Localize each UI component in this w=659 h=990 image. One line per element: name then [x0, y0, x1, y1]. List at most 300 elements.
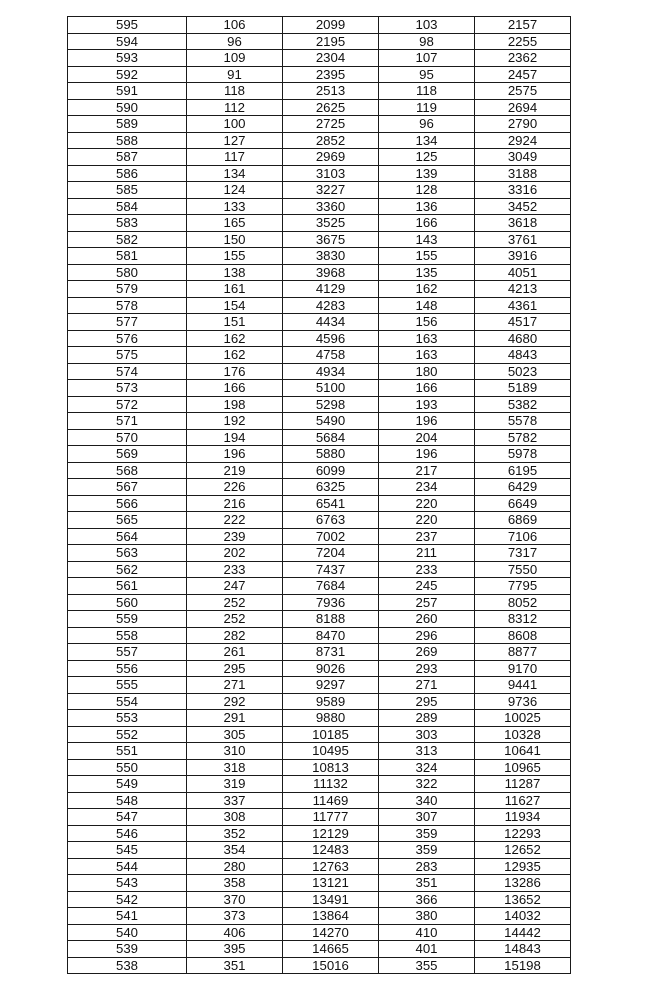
count-b-cell: 366 — [379, 891, 475, 908]
table-row — [68, 528, 571, 545]
cumulative-a-cell: 9026 — [283, 660, 379, 677]
count-a-cell: 155 — [187, 248, 283, 265]
table-row — [68, 545, 571, 562]
count-b-cell: 307 — [379, 809, 475, 826]
count-b-cell: 303 — [379, 726, 475, 743]
count-b-cell: 135 — [379, 264, 475, 281]
table-row — [68, 677, 571, 694]
cumulative-b-cell: 11287 — [475, 776, 571, 793]
table-row — [68, 858, 571, 875]
cumulative-a-cell: 10813 — [283, 759, 379, 776]
cumulative-a-cell: 5880 — [283, 446, 379, 463]
count-b-cell: 166 — [379, 215, 475, 232]
cumulative-a-cell: 5298 — [283, 396, 379, 413]
table-row — [68, 891, 571, 908]
cumulative-a-cell: 10495 — [283, 743, 379, 760]
cumulative-b-cell: 4051 — [475, 264, 571, 281]
table-row — [68, 941, 571, 958]
cumulative-b-cell: 4517 — [475, 314, 571, 331]
cumulative-a-cell: 4283 — [283, 297, 379, 314]
count-b-cell: 313 — [379, 743, 475, 760]
score-cell: 551 — [68, 743, 187, 760]
count-a-cell: 96 — [187, 33, 283, 50]
score-cell: 543 — [68, 875, 187, 892]
count-b-cell: 155 — [379, 248, 475, 265]
count-a-cell: 271 — [187, 677, 283, 694]
count-b-cell: 107 — [379, 50, 475, 67]
count-b-cell: 293 — [379, 660, 475, 677]
count-a-cell: 247 — [187, 578, 283, 595]
cumulative-b-cell: 5189 — [475, 380, 571, 397]
count-a-cell: 318 — [187, 759, 283, 776]
score-cell: 573 — [68, 380, 187, 397]
score-cell: 584 — [68, 198, 187, 215]
count-b-cell: 196 — [379, 413, 475, 430]
count-b-cell: 296 — [379, 627, 475, 644]
count-a-cell: 150 — [187, 231, 283, 248]
count-b-cell: 245 — [379, 578, 475, 595]
cumulative-a-cell: 5684 — [283, 429, 379, 446]
cumulative-b-cell: 9170 — [475, 660, 571, 677]
count-a-cell: 154 — [187, 297, 283, 314]
score-cell: 581 — [68, 248, 187, 265]
table-row — [68, 462, 571, 479]
table-row — [68, 710, 571, 727]
count-a-cell: 151 — [187, 314, 283, 331]
count-a-cell: 226 — [187, 479, 283, 496]
cumulative-b-cell: 15198 — [475, 957, 571, 974]
count-a-cell: 354 — [187, 842, 283, 859]
count-b-cell: 119 — [379, 99, 475, 116]
count-b-cell: 136 — [379, 198, 475, 215]
cumulative-b-cell: 3618 — [475, 215, 571, 232]
cumulative-b-cell: 5023 — [475, 363, 571, 380]
count-a-cell: 280 — [187, 858, 283, 875]
score-cell: 558 — [68, 627, 187, 644]
count-a-cell: 112 — [187, 99, 283, 116]
cumulative-a-cell: 3360 — [283, 198, 379, 215]
cumulative-a-cell: 4434 — [283, 314, 379, 331]
score-cell: 583 — [68, 215, 187, 232]
count-a-cell: 351 — [187, 957, 283, 974]
count-a-cell: 295 — [187, 660, 283, 677]
cumulative-a-cell: 15016 — [283, 957, 379, 974]
count-b-cell: 269 — [379, 644, 475, 661]
count-b-cell: 257 — [379, 594, 475, 611]
count-b-cell: 148 — [379, 297, 475, 314]
count-b-cell: 180 — [379, 363, 475, 380]
count-b-cell: 163 — [379, 347, 475, 364]
score-cell: 555 — [68, 677, 187, 694]
cumulative-a-cell: 2725 — [283, 116, 379, 133]
cumulative-b-cell: 2924 — [475, 132, 571, 149]
table-row — [68, 644, 571, 661]
count-b-cell: 98 — [379, 33, 475, 50]
cumulative-b-cell: 4680 — [475, 330, 571, 347]
count-b-cell: 260 — [379, 611, 475, 628]
cumulative-b-cell: 8608 — [475, 627, 571, 644]
table-row — [68, 149, 571, 166]
cumulative-a-cell: 11469 — [283, 792, 379, 809]
cumulative-a-cell: 6099 — [283, 462, 379, 479]
score-cell: 591 — [68, 83, 187, 100]
table-row — [68, 182, 571, 199]
table-row — [68, 330, 571, 347]
count-b-cell: 271 — [379, 677, 475, 694]
count-a-cell: 216 — [187, 495, 283, 512]
table-row — [68, 198, 571, 215]
count-b-cell: 233 — [379, 561, 475, 578]
cumulative-b-cell: 5382 — [475, 396, 571, 413]
cumulative-a-cell: 6763 — [283, 512, 379, 529]
table-row — [68, 809, 571, 826]
count-a-cell: 252 — [187, 594, 283, 611]
table-row — [68, 297, 571, 314]
score-cell: 562 — [68, 561, 187, 578]
count-a-cell: 134 — [187, 165, 283, 182]
count-a-cell: 319 — [187, 776, 283, 793]
score-cell: 582 — [68, 231, 187, 248]
cumulative-b-cell: 13652 — [475, 891, 571, 908]
count-a-cell: 395 — [187, 941, 283, 958]
cumulative-a-cell: 9589 — [283, 693, 379, 710]
count-a-cell: 373 — [187, 908, 283, 925]
score-cell: 553 — [68, 710, 187, 727]
cumulative-a-cell: 12483 — [283, 842, 379, 859]
table-row — [68, 594, 571, 611]
cumulative-a-cell: 2304 — [283, 50, 379, 67]
cumulative-b-cell: 7550 — [475, 561, 571, 578]
cumulative-b-cell: 10641 — [475, 743, 571, 760]
score-cell: 588 — [68, 132, 187, 149]
cumulative-b-cell: 10328 — [475, 726, 571, 743]
count-b-cell: 220 — [379, 495, 475, 512]
table-row — [68, 413, 571, 430]
count-a-cell: 106 — [187, 17, 283, 34]
score-cell: 560 — [68, 594, 187, 611]
cumulative-b-cell: 10965 — [475, 759, 571, 776]
cumulative-a-cell: 3830 — [283, 248, 379, 265]
cumulative-b-cell: 2362 — [475, 50, 571, 67]
count-a-cell: 310 — [187, 743, 283, 760]
score-cell: 546 — [68, 825, 187, 842]
score-cell: 589 — [68, 116, 187, 133]
count-a-cell: 352 — [187, 825, 283, 842]
count-a-cell: 118 — [187, 83, 283, 100]
table-row — [68, 561, 571, 578]
score-cell: 578 — [68, 297, 187, 314]
count-b-cell: 193 — [379, 396, 475, 413]
score-cell: 579 — [68, 281, 187, 298]
cumulative-a-cell: 5100 — [283, 380, 379, 397]
count-b-cell: 324 — [379, 759, 475, 776]
count-b-cell: 156 — [379, 314, 475, 331]
table-row — [68, 165, 571, 182]
count-b-cell: 359 — [379, 842, 475, 859]
count-a-cell: 133 — [187, 198, 283, 215]
count-b-cell: 295 — [379, 693, 475, 710]
cumulative-b-cell: 3188 — [475, 165, 571, 182]
count-b-cell: 162 — [379, 281, 475, 298]
cumulative-a-cell: 3525 — [283, 215, 379, 232]
cumulative-a-cell: 8188 — [283, 611, 379, 628]
count-a-cell: 192 — [187, 413, 283, 430]
table-row — [68, 264, 571, 281]
cumulative-b-cell: 3049 — [475, 149, 571, 166]
cumulative-b-cell: 14843 — [475, 941, 571, 958]
count-b-cell: 217 — [379, 462, 475, 479]
count-a-cell: 127 — [187, 132, 283, 149]
cumulative-b-cell: 13286 — [475, 875, 571, 892]
cumulative-b-cell: 11627 — [475, 792, 571, 809]
cumulative-a-cell: 8470 — [283, 627, 379, 644]
cumulative-a-cell: 11132 — [283, 776, 379, 793]
count-a-cell: 370 — [187, 891, 283, 908]
score-cell: 587 — [68, 149, 187, 166]
cumulative-a-cell: 6541 — [283, 495, 379, 512]
count-b-cell: 128 — [379, 182, 475, 199]
count-b-cell: 103 — [379, 17, 475, 34]
table-row — [68, 512, 571, 529]
count-b-cell: 237 — [379, 528, 475, 545]
count-a-cell: 406 — [187, 924, 283, 941]
count-b-cell: 234 — [379, 479, 475, 496]
count-a-cell: 305 — [187, 726, 283, 743]
cumulative-b-cell: 8877 — [475, 644, 571, 661]
score-cell: 575 — [68, 347, 187, 364]
score-cell: 574 — [68, 363, 187, 380]
cumulative-a-cell: 3968 — [283, 264, 379, 281]
cumulative-b-cell: 9736 — [475, 693, 571, 710]
count-a-cell: 176 — [187, 363, 283, 380]
table-row — [68, 66, 571, 83]
cumulative-a-cell: 7684 — [283, 578, 379, 595]
table-row — [68, 50, 571, 67]
count-a-cell: 291 — [187, 710, 283, 727]
count-b-cell: 96 — [379, 116, 475, 133]
count-a-cell: 166 — [187, 380, 283, 397]
score-cell: 571 — [68, 413, 187, 430]
count-b-cell: 289 — [379, 710, 475, 727]
count-b-cell: 196 — [379, 446, 475, 463]
cumulative-a-cell: 10185 — [283, 726, 379, 743]
count-b-cell: 355 — [379, 957, 475, 974]
score-cell: 569 — [68, 446, 187, 463]
score-cell: 545 — [68, 842, 187, 859]
score-cell: 580 — [68, 264, 187, 281]
cumulative-a-cell: 2395 — [283, 66, 379, 83]
score-cell: 594 — [68, 33, 187, 50]
cumulative-a-cell: 2099 — [283, 17, 379, 34]
cumulative-a-cell: 14665 — [283, 941, 379, 958]
table-row — [68, 314, 571, 331]
score-cell: 548 — [68, 792, 187, 809]
count-a-cell: 138 — [187, 264, 283, 281]
count-a-cell: 222 — [187, 512, 283, 529]
cumulative-b-cell: 8052 — [475, 594, 571, 611]
score-cell: 541 — [68, 908, 187, 925]
table-row — [68, 380, 571, 397]
cumulative-a-cell: 7002 — [283, 528, 379, 545]
table-row — [68, 875, 571, 892]
table-row — [68, 83, 571, 100]
cumulative-a-cell: 4758 — [283, 347, 379, 364]
count-a-cell: 261 — [187, 644, 283, 661]
table-row — [68, 132, 571, 149]
cumulative-b-cell: 4843 — [475, 347, 571, 364]
count-a-cell: 196 — [187, 446, 283, 463]
score-cell: 549 — [68, 776, 187, 793]
cumulative-b-cell: 3316 — [475, 182, 571, 199]
cumulative-a-cell: 9297 — [283, 677, 379, 694]
cumulative-a-cell: 2625 — [283, 99, 379, 116]
score-cell: 547 — [68, 809, 187, 826]
count-b-cell: 139 — [379, 165, 475, 182]
score-cell: 593 — [68, 50, 187, 67]
count-b-cell: 204 — [379, 429, 475, 446]
score-cell: 540 — [68, 924, 187, 941]
cumulative-b-cell: 9441 — [475, 677, 571, 694]
table-row — [68, 99, 571, 116]
score-cell: 559 — [68, 611, 187, 628]
score-cell: 561 — [68, 578, 187, 595]
table-row — [68, 347, 571, 364]
count-a-cell: 91 — [187, 66, 283, 83]
cumulative-b-cell: 6649 — [475, 495, 571, 512]
cumulative-b-cell: 4213 — [475, 281, 571, 298]
cumulative-a-cell: 4129 — [283, 281, 379, 298]
count-b-cell: 134 — [379, 132, 475, 149]
cumulative-b-cell: 6195 — [475, 462, 571, 479]
cumulative-a-cell: 5490 — [283, 413, 379, 430]
cumulative-b-cell: 6429 — [475, 479, 571, 496]
cumulative-b-cell: 3916 — [475, 248, 571, 265]
table-row — [68, 825, 571, 842]
score-cell: 564 — [68, 528, 187, 545]
count-a-cell: 194 — [187, 429, 283, 446]
table-row — [68, 743, 571, 760]
table-row — [68, 759, 571, 776]
cumulative-b-cell: 2255 — [475, 33, 571, 50]
cumulative-b-cell: 3761 — [475, 231, 571, 248]
cumulative-b-cell: 3452 — [475, 198, 571, 215]
score-cell: 556 — [68, 660, 187, 677]
count-a-cell: 233 — [187, 561, 283, 578]
cumulative-a-cell: 3675 — [283, 231, 379, 248]
count-b-cell: 166 — [379, 380, 475, 397]
count-b-cell: 143 — [379, 231, 475, 248]
cumulative-a-cell: 2969 — [283, 149, 379, 166]
score-cell: 595 — [68, 17, 187, 34]
cumulative-a-cell: 8731 — [283, 644, 379, 661]
table-row — [68, 908, 571, 925]
cumulative-b-cell: 8312 — [475, 611, 571, 628]
score-cell: 570 — [68, 429, 187, 446]
cumulative-a-cell: 12129 — [283, 825, 379, 842]
score-cell: 585 — [68, 182, 187, 199]
cumulative-a-cell: 12763 — [283, 858, 379, 875]
cumulative-b-cell: 12293 — [475, 825, 571, 842]
table-row — [68, 446, 571, 463]
table-row — [68, 215, 571, 232]
count-b-cell: 401 — [379, 941, 475, 958]
table-row — [68, 842, 571, 859]
table-row — [68, 611, 571, 628]
count-b-cell: 163 — [379, 330, 475, 347]
cumulative-b-cell: 5978 — [475, 446, 571, 463]
score-cell: 557 — [68, 644, 187, 661]
count-a-cell: 219 — [187, 462, 283, 479]
cumulative-a-cell: 2513 — [283, 83, 379, 100]
count-a-cell: 161 — [187, 281, 283, 298]
count-a-cell: 124 — [187, 182, 283, 199]
count-b-cell: 322 — [379, 776, 475, 793]
cumulative-b-cell: 5578 — [475, 413, 571, 430]
cumulative-b-cell: 7317 — [475, 545, 571, 562]
count-a-cell: 252 — [187, 611, 283, 628]
table-row — [68, 627, 571, 644]
table-row — [68, 17, 571, 34]
count-a-cell: 162 — [187, 347, 283, 364]
count-a-cell: 239 — [187, 528, 283, 545]
count-b-cell: 118 — [379, 83, 475, 100]
score-cell: 542 — [68, 891, 187, 908]
table-row — [68, 924, 571, 941]
count-b-cell: 125 — [379, 149, 475, 166]
score-cell: 576 — [68, 330, 187, 347]
table-row — [68, 231, 571, 248]
count-b-cell: 220 — [379, 512, 475, 529]
cumulative-b-cell: 4361 — [475, 297, 571, 314]
table-row — [68, 248, 571, 265]
table-row — [68, 396, 571, 413]
count-a-cell: 202 — [187, 545, 283, 562]
score-distribution-table — [67, 16, 571, 974]
cumulative-b-cell: 7106 — [475, 528, 571, 545]
table-body — [68, 17, 571, 974]
score-cell: 550 — [68, 759, 187, 776]
count-a-cell: 117 — [187, 149, 283, 166]
count-a-cell: 109 — [187, 50, 283, 67]
count-b-cell: 351 — [379, 875, 475, 892]
score-cell: 566 — [68, 495, 187, 512]
cumulative-b-cell: 11934 — [475, 809, 571, 826]
cumulative-a-cell: 6325 — [283, 479, 379, 496]
count-b-cell: 211 — [379, 545, 475, 562]
cumulative-a-cell: 13491 — [283, 891, 379, 908]
cumulative-b-cell: 6869 — [475, 512, 571, 529]
count-a-cell: 292 — [187, 693, 283, 710]
count-a-cell: 198 — [187, 396, 283, 413]
count-b-cell: 95 — [379, 66, 475, 83]
score-cell: 544 — [68, 858, 187, 875]
cumulative-b-cell: 12652 — [475, 842, 571, 859]
score-cell: 565 — [68, 512, 187, 529]
count-a-cell: 308 — [187, 809, 283, 826]
score-cell: 552 — [68, 726, 187, 743]
count-a-cell: 165 — [187, 215, 283, 232]
cumulative-b-cell: 2790 — [475, 116, 571, 133]
table-row — [68, 660, 571, 677]
count-b-cell: 283 — [379, 858, 475, 875]
cumulative-a-cell: 4596 — [283, 330, 379, 347]
cumulative-a-cell: 7204 — [283, 545, 379, 562]
cumulative-b-cell: 7795 — [475, 578, 571, 595]
cumulative-a-cell: 7437 — [283, 561, 379, 578]
count-a-cell: 358 — [187, 875, 283, 892]
table-row — [68, 693, 571, 710]
count-a-cell: 162 — [187, 330, 283, 347]
